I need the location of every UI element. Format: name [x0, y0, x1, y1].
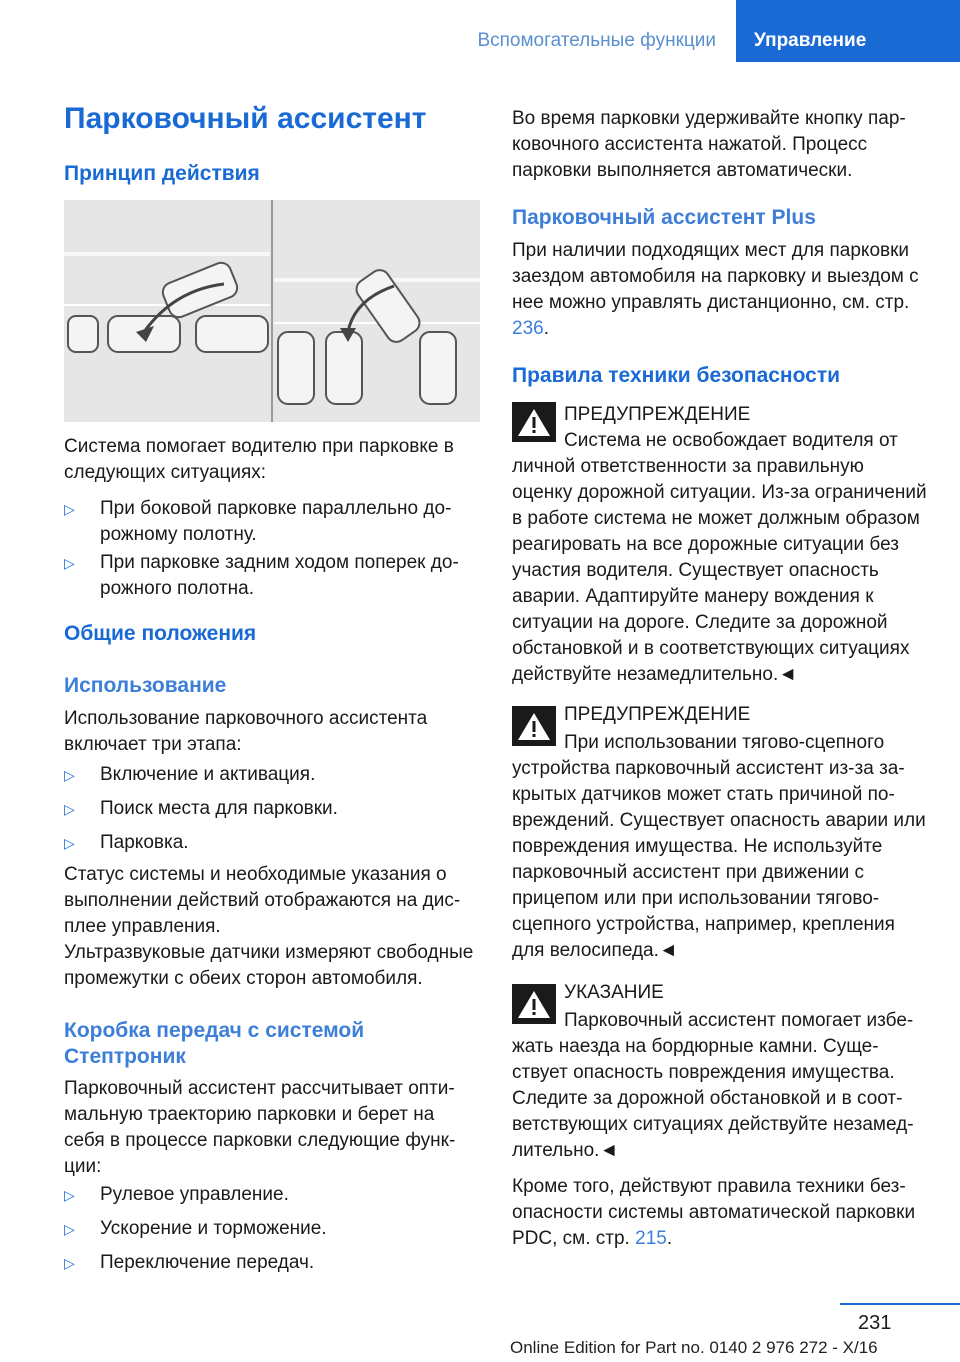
status-text: Статус системы и необходимые указания о выполнении действий отображаются на дисплее управления.	[64, 864, 461, 937]
warning-text: При использовании тягово-сцепного устройства парковочный ассистент из-за закрытых датчиков может стать причиной повреждений. Существует опасность аварии или повреждения имущества. Не используйте парковочный ассистент при движении с прицепом или при использовании тягово-сцепного устройства, например, крепления для велосипеда.◄	[512, 732, 926, 961]
header-chapter[interactable]: Управление	[736, 0, 960, 62]
note-label: УКАЗАНИЕ	[564, 982, 664, 1003]
list-item: ▷ При боковой парковке параллельно дорожному полотну.	[64, 498, 452, 545]
bullet-triangle-icon: ▷	[64, 1221, 75, 1237]
gearbox-text: Парковочный ассистент рассчитывает оптимальную траекторию парковки и берет на себя в процессе парковки следующие функции:	[64, 1078, 456, 1177]
heading-general: Общие положения	[64, 622, 257, 645]
sensors-text: Ультразвуковые датчики измеряют свободные промежутки с обеих сторон автомобиля.	[64, 942, 474, 989]
page-header	[477, 0, 960, 62]
footer-line	[840, 1303, 960, 1305]
heading-gearbox: Коробка передач с системой Стептроник	[64, 1019, 365, 1068]
bullet-triangle-icon: ▷	[64, 835, 75, 851]
heading-usage: Использование	[64, 674, 227, 697]
bullet-triangle-icon: ▷	[64, 801, 75, 817]
bullet-triangle-icon: ▷	[64, 1187, 75, 1203]
hold-text: Во время парковки удерживайте кнопку парковочного ассистента нажатой. Процесс парковки выполняется автоматически.	[512, 108, 906, 181]
plus-text: При наличии подходящих мест для парковки заездом автомобиля на парковку и выездом с нее можно управлять дистанционно, см. стр. 236.	[512, 240, 919, 339]
list-item: ▷ Включение и активация.	[64, 762, 480, 788]
page-link[interactable]: 236	[512, 318, 544, 339]
note-text: Парковочный ассистент помогает избежать наезда на бордюрные камни. Существует опасность повреждения имущества. Следите за дорожной обстановкой и в соответствующих ситуациях действуйте незамедлительно.◄	[512, 1010, 914, 1161]
warning-label: ПРЕДУПРЕЖДЕНИЕ	[564, 704, 751, 725]
header-section[interactable]: Вспомогательные функции	[477, 30, 716, 51]
usage-text: Использование парковочного ассистента включает три этапа:	[64, 708, 428, 755]
list-item: ▷ При парковке задним ходом поперек дорожного полотна.	[64, 552, 459, 599]
bullet-triangle-icon: ▷	[64, 555, 75, 571]
warning-label: ПРЕДУПРЕЖДЕНИЕ	[564, 404, 751, 425]
parking-illustration	[64, 200, 480, 422]
page-number: 231	[858, 1312, 892, 1334]
edition-text: Online Edition for Part no. 0140 2 976 272 - X/16	[510, 1338, 878, 1357]
bullet-triangle-icon: ▷	[64, 767, 75, 783]
heading-principle: Принцип действия	[64, 162, 260, 185]
heading-safety: Правила техники безопасности	[512, 364, 841, 387]
list-item: ▷ Рулевое управление.	[64, 1182, 480, 1208]
warning-text: Система не освобождает водителя от личной ответственности за правильную оценку дорожной ситуации. Из-за ограничений в работе система не может должным образом реагировать на все дорожные ситуации без участия водителя. Существует опасность аварии. Адаптируйте манеру вождения к ситуации на дороге. Следите за дорожной обстановкой и в соответствующих ситуациях действуйте незамедлительно.◄	[512, 430, 927, 685]
list-item: ▷ Ускорение и торможение.	[64, 1216, 480, 1242]
heading-plus: Парковочный ассистент Plus	[512, 206, 816, 229]
page-title: Парковочный ассистент	[64, 102, 427, 135]
page-link[interactable]: 215	[635, 1228, 667, 1249]
intro-text: Система помогает водителю при парковке в следующих ситуациях:	[64, 436, 454, 483]
final-text: Кроме того, действуют правила техники безопасности системы автоматической парковки PDC, см. стр. 215.	[512, 1176, 916, 1249]
list-item: ▷ Парковка.	[64, 830, 480, 856]
list-item: ▷ Поиск места для парковки.	[64, 796, 480, 822]
list-item: ▷ Переключение передач.	[64, 1250, 480, 1276]
bullet-triangle-icon: ▷	[64, 1255, 75, 1271]
bullet-triangle-icon: ▷	[64, 501, 75, 517]
